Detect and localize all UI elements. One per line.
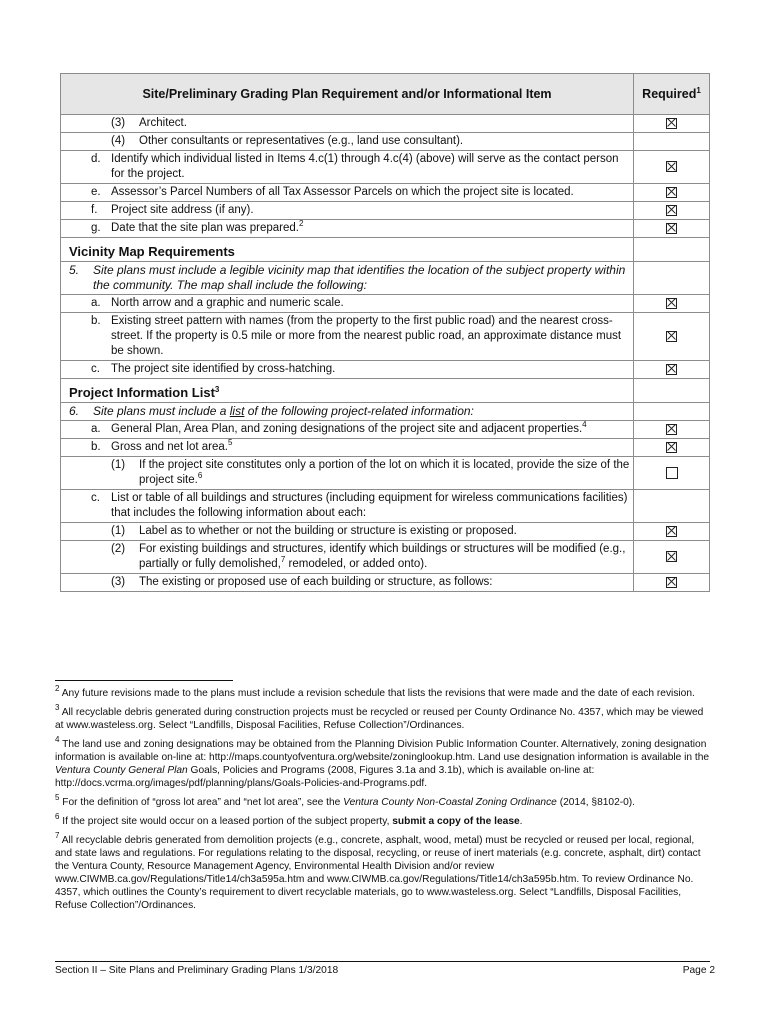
table-row: b. Existing street pattern with names (from the property to the first public road) and the nearest cross-street. If the property is 0.5 mile or more from the nearest public road, an approximate distance must be shown. <box>61 313 710 361</box>
table-row <box>61 115 710 133</box>
page-number: Page 2 <box>682 965 715 976</box>
table-row: (1) If the project site constitutes only a portion of the lot on which it is located, provide the size of the project site.$^6$ <box>61 457 710 490</box>
footnote-7: $^7$ All recyclable debris generated from demolition projects (e.g., concrete, asphalt, wood, metal) must be recycled or reused per local, regional, and state laws and regulations. For regulations relating to the disposal, recycling, or reuse of inert materials (e.g. concrete, asphalt, dirt) contact the Ventura County, Resource Management Agency, Environmental Health Division and/or review www.CIWMB.ca.gov/Regulations/Title14/ch3a595a.htm and www.CIWMB.ca.gov/Regulations/Title14/ch3a595b.htm. To review Ordinance No. 4357, which outlines the County’s requirement to divert recyclable materials, go to www.wasteless.org. Select “Landfills, Disposal Facilities, Refuse Collection”/Ordinances. <box>55 831 701 911</box>
table-row: d. Identify which individual listed in Items 4.c(1) through 4.c(4) (above) will serve as the contact person for the project. <box>61 151 710 184</box>
section-row <box>61 238 710 262</box>
table-row: a. North arrow and a graphic and numeric scale. <box>61 295 710 313</box>
table-row: (4) Other consultants or representatives (e.g., land use consultant). <box>61 133 710 151</box>
table-row: (3) The existing or proposed use of each building or structure, as follows: <box>61 574 710 592</box>
checkbox-checked[interactable] <box>666 526 677 537</box>
footnote-divider <box>55 680 233 681</box>
table-row: e. Assessor’s Parcel Numbers of all Tax Assessor Parcels on which the project site is located. <box>61 184 710 202</box>
table-row: 6. Site plans must include a list of the following project-related information: <box>61 403 710 421</box>
checkbox-unchecked[interactable] <box>666 467 678 479</box>
footnotes <box>55 684 710 918</box>
checkbox-checked[interactable] <box>666 118 677 129</box>
checkbox-checked[interactable] <box>666 298 677 309</box>
table-row: f. Project site address (if any). <box>61 202 710 220</box>
checkbox-checked[interactable] <box>666 424 677 435</box>
checkbox-checked[interactable] <box>666 331 677 342</box>
requirements-table <box>60 73 710 592</box>
checkbox-checked[interactable] <box>666 223 677 234</box>
table-header-row <box>61 74 710 115</box>
checkbox-checked[interactable] <box>666 577 677 588</box>
table-row: 5. Site plans must include a legible vicinity map that identifies the location of the subject property within the community. The map shall include the following: <box>61 262 710 295</box>
table-row: b. Gross and net lot area.$^5$ <box>61 439 710 457</box>
section-title-vicinity: Vicinity Map Requirements <box>69 244 235 259</box>
table-row: a. General Plan, Area Plan, and zoning designations of the project site and adjacent properties.$^4$ <box>61 421 710 439</box>
footer-section-label: Section II – Site Plans and Preliminary Grading Plans 1/3/2018 <box>55 965 339 976</box>
footnote-3: $^3$ All recyclable debris generated during construction projects must be recycled or reused per County Ordinance No. 4357, which may be viewed at www.wasteless.org. Select “Landfills, Disposal Facilities, Refuse Collection”/Ordinances. <box>55 703 704 731</box>
table-row: c. List or table of all buildings and structures (including equipment for wireless communications facilities) that includes the following information about each: <box>61 490 710 523</box>
row-text: (3) Architect. <box>61 115 634 133</box>
checkbox-checked[interactable] <box>666 205 677 216</box>
checkbox-checked[interactable] <box>666 442 677 453</box>
header-required: Required$^1$ <box>634 74 710 115</box>
footnote-6: $^6$ If the project site would occur on a leased portion of the subject property, submit a copy of the lease. <box>55 812 523 827</box>
checkbox-checked[interactable] <box>666 551 677 562</box>
footnote-5: $^5$ For the definition of “gross lot area” and “net lot area”, see the Ventura County Non-Coastal Zoning Ordinance (2014, §8102-0). <box>55 793 636 808</box>
table-row: (1) Label as to whether or not the building or structure is existing or proposed. <box>61 523 710 541</box>
section-row <box>61 379 710 403</box>
footnote-4: $^4$ The land use and zoning designations may be obtained from the Planning Division Public Information Counter. Alternatively, zoning designation information is available on-line at: http://maps.countyofventura.org/website/zoninglookup.htm. Land use designation information is available in the Ventura County General Plan Goals, Policies and Programs (2008, Figures 3.1a and 3.1b), which is available on-line at: http://docs.vcrma.org/images/pdf/planning/plans/Goals-Policies-and-Programs.pdf. <box>55 735 710 789</box>
footnote-2: $^2$ Any future revisions made to the plans must include a revision schedule that lists the revisions that were made and the date of each revision. <box>55 684 695 699</box>
checkbox-checked[interactable] <box>666 187 677 198</box>
table-row: (2) For existing buildings and structures, identify which buildings or structures will be modified (e.g., partially or fully demolished,$^7$ remodeled, or added onto). <box>61 541 710 574</box>
header-requirement: Site/Preliminary Grading Plan Requirement and/or Informational Item <box>61 74 634 115</box>
checkbox-checked[interactable] <box>666 364 677 375</box>
table-row: c. The project site identified by cross-hatching. <box>61 361 710 379</box>
section-title-project-info: Project Information List$^3$ <box>69 385 220 400</box>
checkbox-checked[interactable] <box>666 161 677 172</box>
footer-divider <box>55 961 710 962</box>
table-row: g. Date that the site plan was prepared.$^2$ <box>61 220 710 238</box>
